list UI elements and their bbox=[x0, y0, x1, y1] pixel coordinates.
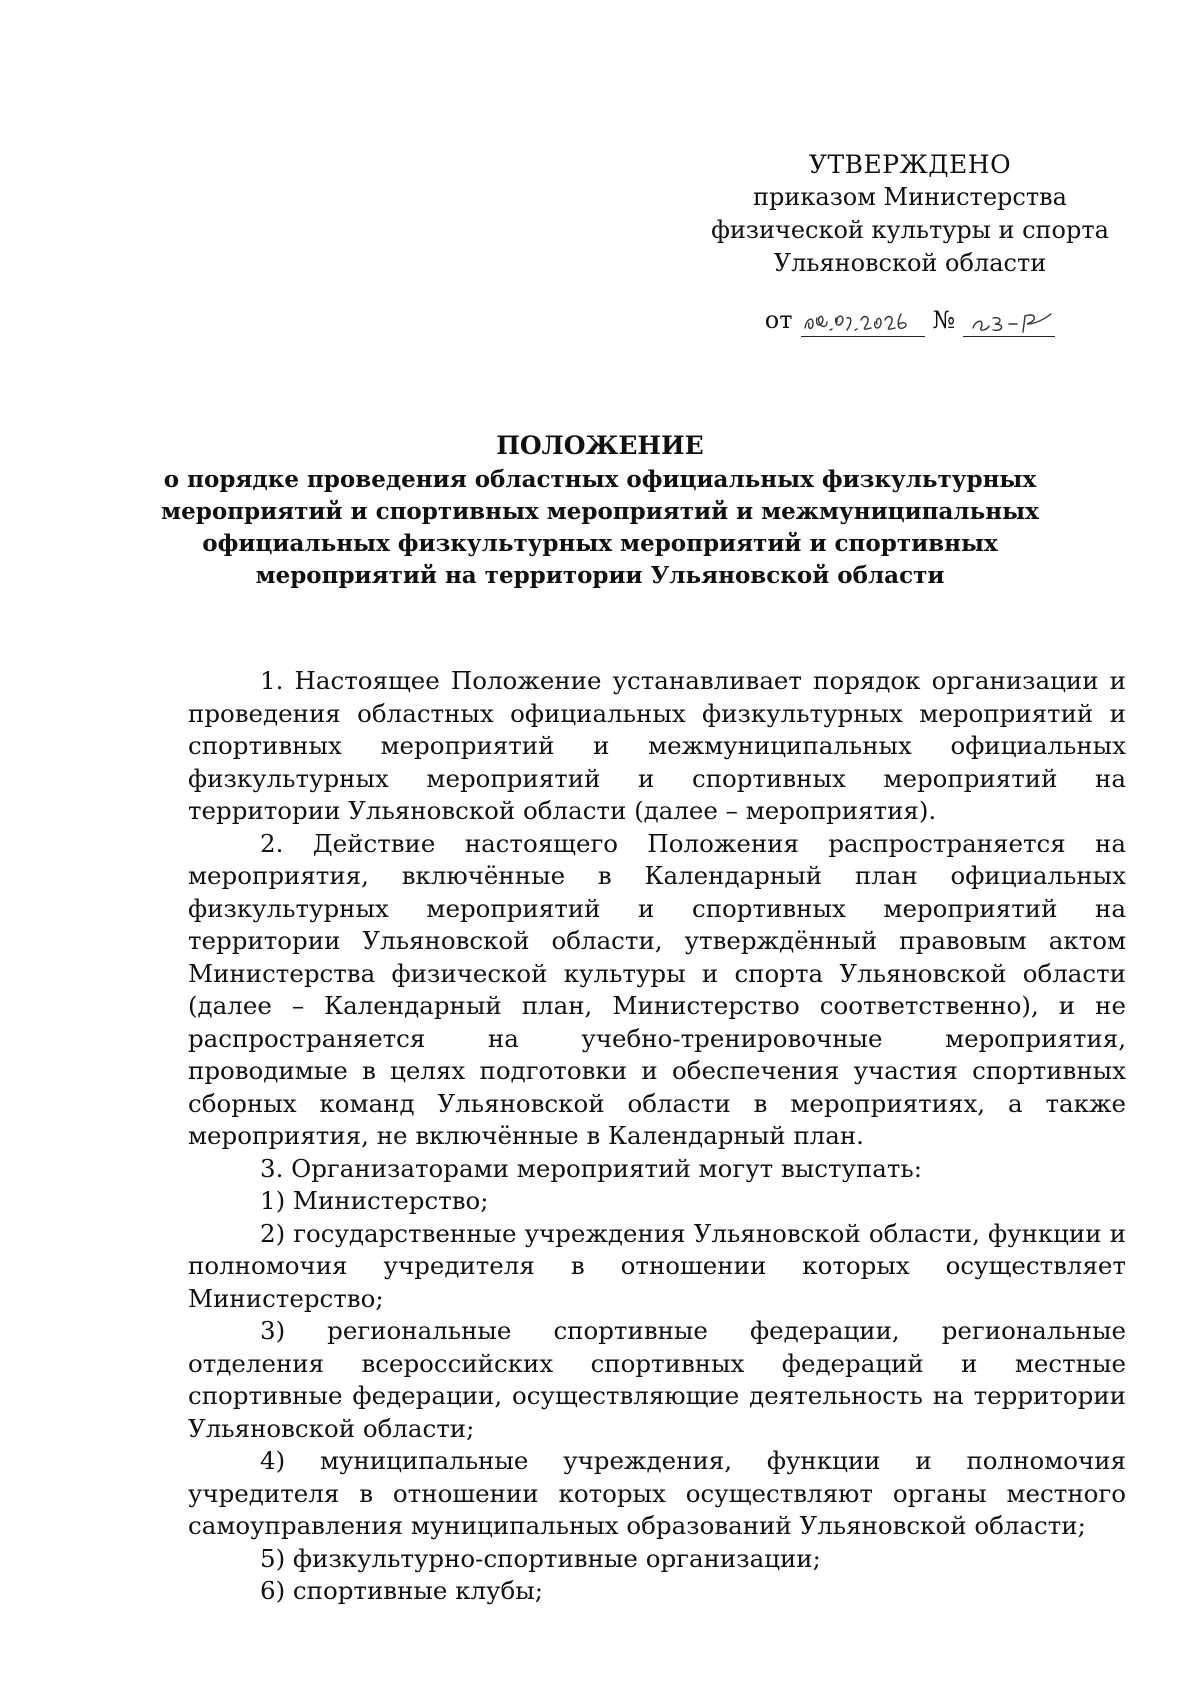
approval-line: приказом Министерства bbox=[753, 183, 1067, 211]
paragraph: 2. Действие настоящего Положения распространяется на мероприятия, включённые в Календарный план официальных физкультурных мероприятий и спортивных мероприятий на территории Ульяновской области, утверждённый правовым актом Министерства физической культуры и спорта Ульяновской области (далее – Календарный план, Министерство соответственно), и не распространяется на учебно-тренировочные мероприятия, проводимые в целях подготовки и обеспечения участия спортивных сборных команд Ульяновской области в мероприятиях, а также мероприятия, не включённые в Календарный план. bbox=[188, 828, 1126, 1150]
date-prefix: от bbox=[764, 306, 793, 334]
approval-line: Ульяновской области bbox=[773, 249, 1047, 277]
document-title-block bbox=[160, 430, 1040, 592]
approval-heading: УТВЕРЖДЕНО bbox=[808, 150, 1012, 179]
paragraph: 3. Организаторами мероприятий могут выступать: bbox=[260, 1153, 923, 1183]
list-item: 6) спортивные клубы; bbox=[260, 1576, 544, 1605]
document-subtitle: о порядке проведения областных официальных физкультурных мероприятий и спортивных мероприятий и межмуниципальных официальных физкультурных мероприятий и спортивных мероприятий на территории Ульяновской области bbox=[161, 466, 1039, 589]
paragraph: 1. Настоящее Положение устанавливает порядок организации и проведения областных официальных физкультурных мероприятий и спортивных мероприятий и межмуниципальных официальных физкультурных мероприятий и спортивных мероприятий на территории Ульяновской области (далее – мероприятия). bbox=[188, 666, 1126, 825]
handwritten-number bbox=[963, 306, 1055, 337]
list-item: 2) государственные учреждения Ульяновской области, функции и полномочия учредителя в отношении которых осуществляет Министерство; bbox=[188, 1218, 1126, 1313]
order-date-number bbox=[690, 304, 1130, 337]
approval-stamp bbox=[690, 148, 1130, 337]
document-title: ПОЛОЖЕНИЕ bbox=[496, 431, 704, 460]
list-item: 1) Министерство; bbox=[260, 1186, 489, 1215]
handwritten-date-signature bbox=[801, 306, 925, 336]
handwritten-date bbox=[801, 306, 925, 337]
number-prefix: № bbox=[932, 306, 956, 334]
list-item: 5) физкультурно-спортивные организации; bbox=[260, 1543, 821, 1573]
approval-line: физической культуры и спорта bbox=[711, 216, 1109, 244]
list-item: 3) региональные спортивные федерации, региональные отделения всероссийских спортивных федераций и местные спортивные федерации, осуществляющие деятельность на территории Ульяновской области; bbox=[188, 1316, 1126, 1443]
document-body bbox=[188, 665, 1126, 1608]
list-item: 4) муниципальные учреждения, функции и полномочия учредителя в отношении которых осуществляют органы местного самоуправления муниципальных образований Ульяновской области; bbox=[188, 1446, 1126, 1540]
handwritten-number-signature bbox=[963, 306, 1055, 336]
